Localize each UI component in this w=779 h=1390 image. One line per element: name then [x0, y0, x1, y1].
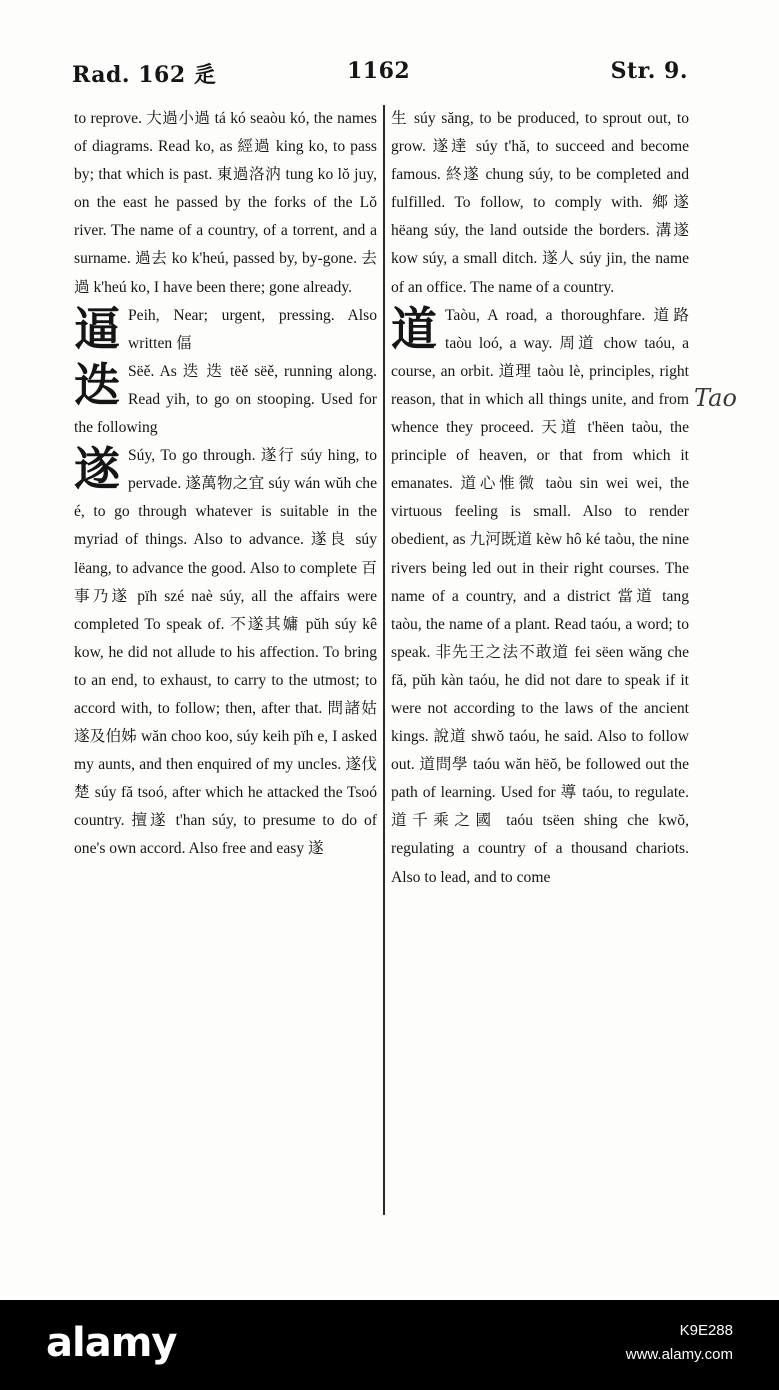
entry-taou	[391, 302, 689, 892]
entry-headword: 遂	[74, 442, 120, 497]
entry-text: Taòu, A road, a thoroughfare. 道路 taòu loó, a way. 周道 chow taóu, a course, an orbit. 道理 taòu lè, principles, right reason, that in which all things unite, and from whence they proceed. 天道 t'hëen taòu, the principle of heaven, or that from which it emanates. 道心惟微 taòu sin wei wei, the virtuous feeling is small. Also to render obedient, as 九河既道 kèw hô ké taòu, the nine rivers being led out in their right courses. The name of a country, and a district 當道 tang taòu, the name of a plant. Read taóu, a word; to speak. 非先王之法不敢道 fei sëen wăng che fă, pŭh kàn taóu, he did not dare to speak if it were not according to the laws of the ancient kings. 說道 shwŏ taóu, he said. Also to follow out. 道問學 taóu wăn hëŏ, be followed out the path of learning. Used for 導 taóu, to regulate. 道千乘之國 taóu tsëen shing che kwŏ, regulating a country of a thousand chariots. Also to lead, and to come	[391, 306, 689, 886]
alamy-logo: alamy	[46, 1320, 177, 1366]
stroke-heading: Str. 9.	[610, 58, 688, 84]
entry-headword: 逼	[74, 301, 120, 356]
right-column	[391, 105, 689, 892]
handwritten-annotation: Tao	[694, 384, 737, 412]
entry-see	[74, 358, 377, 442]
entry-suy	[74, 442, 377, 863]
column-divider	[383, 105, 385, 1215]
entry-continuation-ko: to reprove. 大過小過 tá kó seaòu kó, the names of diagrams. Read ko, as 經過 king ko, to pass by; that which is past. 東過洛汭 tung ko lŏ juy, on the east he passed by the forks of the Lŏ river. The name of a country, of a torrent, and a surname. 過去 ko k'heú, passed by, by-gone. 去過 k'heú ko, I have been there; gone already.	[74, 110, 377, 296]
entry-text: Sëě. As 迭 迭 tëě sëě, running along. Read yih, to go on stooping. Used for the following	[74, 362, 377, 437]
entry-peih	[74, 302, 377, 358]
left-column	[74, 105, 377, 864]
radical-heading: Rad. 162 辵	[72, 62, 217, 88]
page-number: 1162	[347, 58, 411, 84]
page-header	[72, 58, 688, 94]
site-url: www.alamy.com	[625, 1346, 733, 1363]
image-id: K9E288	[679, 1322, 733, 1339]
entry-headword: 迭	[74, 357, 120, 412]
entry-continuation-suy: 生 súy săng, to be produced, to sprout out, to grow. 遂達 súy t'hă, to succeed and become famous. 終遂 chung súy, to be completed and fulfilled. To follow, to comply with. 鄉遂 hëang súy, the land outside the borders. 溝遂 kow súy, a small ditch. 遂人 súy jin, the name of an office. The name of a country.	[391, 110, 689, 296]
entry-text: Peih, Near; urgent, pressing. Also written 偪	[128, 306, 377, 352]
entry-text: Súy, To go through. 遂行 súy hing, to pervade. 遂萬物之宜 súy wán wŭh che é, to go through whatever is suitable in the myriad of things. Also to advance. 遂良 súy lëang, to advance the good. Also to complete 百事乃遂 pïh szé naè súy, all the affairs were completed To speak of. 不遂其嫞 pŭh súy kê kow, he did not allude to his affection. To bring to an end, to exhaust, to carry to the utmost; to accord with, to follow; then, after that. 問諸姑遂及伯姊 wăn choo koo, súy keih pïh e, I asked my aunts, and then enquired of my uncles. 遂伐楚 súy fă tsoó, after which he attacked the Tsoó country. 擅遂 t'han súy, to presume to do of one's own accord. Also free and easy 遂	[74, 447, 377, 858]
entry-headword: 道	[391, 301, 437, 356]
